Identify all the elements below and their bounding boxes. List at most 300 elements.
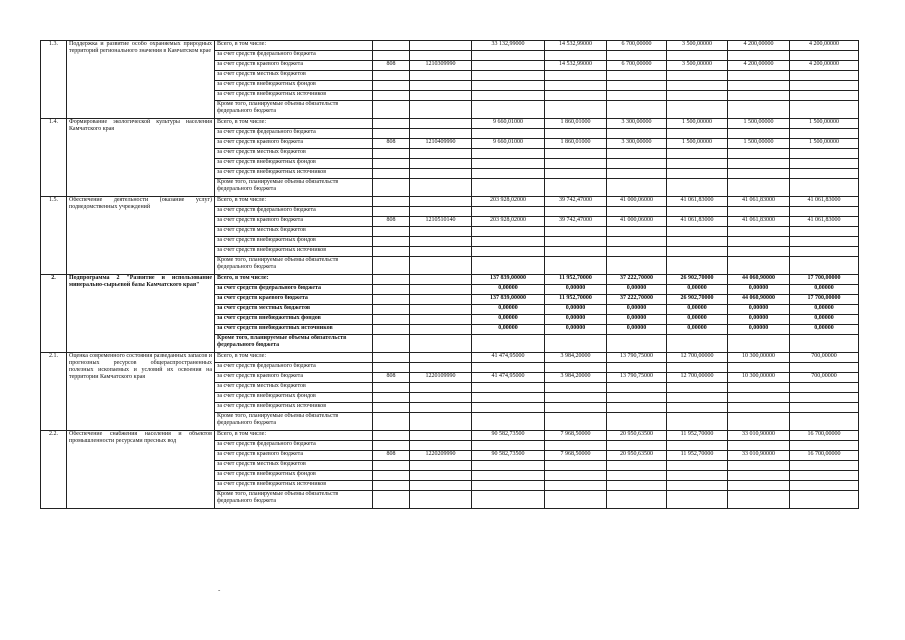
amount-cell: [667, 403, 728, 413]
code-admin: [373, 197, 410, 207]
amount-cell: [728, 91, 790, 101]
amount-cell: [728, 471, 790, 481]
code-target-article: [410, 51, 472, 61]
amount-cell: [607, 91, 667, 101]
code-admin: [373, 441, 410, 451]
funding-source-label: за счет средств федерального бюджета: [215, 129, 373, 139]
amount-cell: [728, 159, 790, 169]
amount-cell: 203 928,02000: [472, 197, 545, 207]
amount-cell: 39 742,47000: [545, 217, 607, 227]
code-target-article: [410, 81, 472, 91]
amount-cell: [728, 237, 790, 247]
amount-cell: [728, 227, 790, 237]
amount-cell: [607, 335, 667, 353]
amount-cell: 10 300,00000: [728, 353, 790, 363]
amount-cell: [728, 101, 790, 119]
code-admin: [373, 275, 410, 285]
code-admin: [373, 159, 410, 169]
code-target-article: [410, 431, 472, 441]
amount-cell: [607, 363, 667, 373]
amount-cell: [472, 51, 545, 61]
code-admin: [373, 41, 410, 51]
code-admin: [373, 71, 410, 81]
amount-cell: [472, 441, 545, 451]
amount-cell: 4 200,00000: [728, 61, 790, 71]
amount-cell: [790, 169, 859, 179]
amount-cell: [790, 159, 859, 169]
amount-cell: [545, 383, 607, 393]
amount-cell: [667, 237, 728, 247]
amount-cell: 0,00000: [667, 305, 728, 315]
funding-source-label: за счет средств краевого бюджета: [215, 139, 373, 149]
amount-cell: 13 790,75000: [607, 373, 667, 383]
code-target-article: 1210409990: [410, 139, 472, 149]
code-target-article: [410, 315, 472, 325]
amount-cell: [545, 81, 607, 91]
amount-cell: [728, 461, 790, 471]
amount-cell: 3 984,20000: [545, 353, 607, 363]
amount-cell: [607, 441, 667, 451]
code-admin: [373, 81, 410, 91]
funding-source-label: Всего, в том числе:: [215, 431, 373, 441]
amount-cell: [607, 51, 667, 61]
code-target-article: [410, 169, 472, 179]
code-admin: [373, 383, 410, 393]
amount-cell: 12 700,00000: [667, 373, 728, 383]
amount-cell: 39 742,47000: [545, 197, 607, 207]
code-target-article: [410, 91, 472, 101]
code-target-article: 1210510140: [410, 217, 472, 227]
code-admin: [373, 237, 410, 247]
amount-cell: 0,00000: [607, 325, 667, 335]
budget-table-sheet: [40, 40, 859, 509]
amount-cell: [472, 101, 545, 119]
amount-cell: [545, 471, 607, 481]
code-admin: [373, 363, 410, 373]
amount-cell: 0,00000: [545, 315, 607, 325]
code-admin: 808: [373, 139, 410, 149]
amount-cell: 4 200,00000: [790, 61, 859, 71]
amount-cell: [790, 403, 859, 413]
amount-cell: 137 839,00000: [472, 295, 545, 305]
funding-source-label: за счет средств внебюджетных источников: [215, 169, 373, 179]
amount-cell: [728, 149, 790, 159]
amount-cell: [790, 335, 859, 353]
amount-cell: 26 902,70000: [667, 275, 728, 285]
funding-source-label: за счет средств краевого бюджета: [215, 217, 373, 227]
amount-cell: 4 200,00000: [728, 41, 790, 51]
amount-cell: [790, 129, 859, 139]
amount-cell: 3 500,00000: [667, 41, 728, 51]
amount-cell: [790, 179, 859, 197]
code-admin: 808: [373, 373, 410, 383]
amount-cell: [607, 461, 667, 471]
code-target-article: [410, 119, 472, 129]
amount-cell: 0,00000: [545, 285, 607, 295]
amount-cell: 0,00000: [790, 305, 859, 315]
amount-cell: [472, 403, 545, 413]
funding-source-label: за счет средств внебюджетных фондов: [215, 315, 373, 325]
amount-cell: [472, 149, 545, 159]
amount-cell: 0,00000: [667, 325, 728, 335]
code-target-article: [410, 207, 472, 217]
code-target-article: [410, 129, 472, 139]
amount-cell: [790, 491, 859, 509]
amount-cell: [545, 129, 607, 139]
amount-cell: 44 060,90000: [728, 295, 790, 305]
amount-cell: [545, 393, 607, 403]
amount-cell: [545, 179, 607, 197]
amount-cell: 0,00000: [607, 315, 667, 325]
amount-cell: 3 300,00000: [607, 119, 667, 129]
amount-cell: [545, 257, 607, 275]
section-name: Подпрограмма 2 "Развитие и использование минерально-сырьевой базы Камчатского края": [67, 275, 215, 353]
section-number: 2.2.: [41, 431, 67, 509]
code-target-article: [410, 403, 472, 413]
amount-cell: 41 474,95000: [472, 373, 545, 383]
amount-cell: [545, 159, 607, 169]
funding-source-label: Всего, в том числе:: [215, 41, 373, 51]
amount-cell: 0,00000: [607, 285, 667, 295]
amount-cell: [728, 179, 790, 197]
code-target-article: [410, 305, 472, 315]
code-target-article: 1220209990: [410, 451, 472, 461]
amount-cell: 1 500,00000: [728, 119, 790, 129]
funding-source-label: Кроме того, планируемые объемы обязательств федерального бюджета: [215, 335, 373, 353]
funding-source-label: за счет средств краевого бюджета: [215, 295, 373, 305]
funding-source-label: за счет средств краевого бюджета: [215, 373, 373, 383]
table-row: [41, 431, 859, 441]
funding-source-label: за счет средств федерального бюджета: [215, 441, 373, 451]
amount-cell: [472, 363, 545, 373]
code-admin: [373, 91, 410, 101]
amount-cell: [545, 441, 607, 451]
amount-cell: [667, 383, 728, 393]
amount-cell: [545, 403, 607, 413]
amount-cell: 41 061,83000: [728, 197, 790, 207]
code-target-article: [410, 393, 472, 403]
amount-cell: [472, 61, 545, 71]
amount-cell: [607, 169, 667, 179]
table-row: [41, 353, 859, 363]
funding-source-label: за счет средств местных бюджетов: [215, 71, 373, 81]
amount-cell: [790, 207, 859, 217]
amount-cell: [728, 383, 790, 393]
amount-cell: [790, 441, 859, 451]
amount-cell: [728, 169, 790, 179]
amount-cell: [790, 257, 859, 275]
amount-cell: 20 950,63500: [607, 451, 667, 461]
amount-cell: [472, 91, 545, 101]
amount-cell: [667, 149, 728, 159]
amount-cell: [790, 71, 859, 81]
amount-cell: 0,00000: [790, 315, 859, 325]
amount-cell: 1 500,00000: [790, 139, 859, 149]
amount-cell: [472, 71, 545, 81]
amount-cell: [607, 81, 667, 91]
code-admin: [373, 491, 410, 509]
amount-cell: 14 532,99000: [545, 61, 607, 71]
code-admin: 808: [373, 451, 410, 461]
code-target-article: [410, 247, 472, 257]
amount-cell: 12 700,00000: [667, 353, 728, 363]
amount-cell: [728, 413, 790, 431]
funding-source-label: за счет средств краевого бюджета: [215, 61, 373, 71]
amount-cell: [607, 383, 667, 393]
amount-cell: 0,00000: [728, 325, 790, 335]
amount-cell: 3 300,00000: [607, 139, 667, 149]
amount-cell: [790, 471, 859, 481]
amount-cell: 3 984,20000: [545, 373, 607, 383]
amount-cell: [667, 491, 728, 509]
amount-cell: [728, 363, 790, 373]
code-target-article: [410, 41, 472, 51]
amount-cell: [545, 413, 607, 431]
amount-cell: 6 700,00000: [607, 61, 667, 71]
amount-cell: [545, 91, 607, 101]
amount-cell: 10 300,00000: [728, 373, 790, 383]
amount-cell: [545, 169, 607, 179]
code-target-article: [410, 257, 472, 275]
amount-cell: [607, 471, 667, 481]
amount-cell: 1 500,00000: [667, 139, 728, 149]
amount-cell: 0,00000: [472, 325, 545, 335]
code-target-article: [410, 413, 472, 431]
amount-cell: [472, 207, 545, 217]
code-admin: [373, 101, 410, 119]
amount-cell: [472, 413, 545, 431]
amount-cell: [728, 441, 790, 451]
code-target-article: [410, 179, 472, 197]
code-admin: [373, 481, 410, 491]
amount-cell: [607, 403, 667, 413]
amount-cell: 0,00000: [607, 305, 667, 315]
amount-cell: [667, 481, 728, 491]
amount-cell: 9 660,01000: [472, 119, 545, 129]
section-number: 2.1.: [41, 353, 67, 431]
amount-cell: 11 952,70000: [545, 275, 607, 285]
code-target-article: [410, 149, 472, 159]
amount-cell: [472, 471, 545, 481]
amount-cell: [667, 257, 728, 275]
amount-cell: [790, 51, 859, 61]
amount-cell: [728, 393, 790, 403]
code-target-article: [410, 295, 472, 305]
amount-cell: 1 500,00000: [790, 119, 859, 129]
code-admin: [373, 461, 410, 471]
amount-cell: [545, 335, 607, 353]
amount-cell: [667, 159, 728, 169]
amount-cell: 20 950,63500: [607, 431, 667, 441]
amount-cell: [667, 227, 728, 237]
code-target-article: [410, 227, 472, 237]
amount-cell: 0,00000: [667, 315, 728, 325]
amount-cell: [667, 101, 728, 119]
amount-cell: [607, 207, 667, 217]
amount-cell: [790, 363, 859, 373]
amount-cell: 9 660,01000: [472, 139, 545, 149]
amount-cell: [728, 71, 790, 81]
amount-cell: 0,00000: [728, 305, 790, 315]
funding-source-label: за счет средств местных бюджетов: [215, 383, 373, 393]
amount-cell: 90 582,73500: [472, 451, 545, 461]
amount-cell: 37 222,70000: [607, 295, 667, 305]
amount-cell: [607, 227, 667, 237]
amount-cell: 16 700,00000: [790, 451, 859, 461]
funding-source-label: за счет средств внебюджетных источников: [215, 91, 373, 101]
page-tick-mark: -: [218, 586, 221, 594]
amount-cell: 0,00000: [545, 325, 607, 335]
amount-cell: 90 582,73500: [472, 431, 545, 441]
amount-cell: [607, 481, 667, 491]
funding-source-label: Всего, в том числе:: [215, 275, 373, 285]
amount-cell: [472, 335, 545, 353]
funding-source-label: за счет средств федерального бюджета: [215, 285, 373, 295]
section-name: Поддержка и развитие особо охраняемых природных территорий регионального значения в Камчатском крае: [67, 41, 215, 119]
amount-cell: [667, 441, 728, 451]
amount-cell: [728, 129, 790, 139]
funding-source-label: за счет средств внебюджетных фондов: [215, 81, 373, 91]
amount-cell: 17 700,00000: [790, 275, 859, 285]
amount-cell: [472, 481, 545, 491]
code-target-article: [410, 461, 472, 471]
amount-cell: [472, 257, 545, 275]
funding-source-label: Всего, в том числе:: [215, 353, 373, 363]
code-admin: [373, 295, 410, 305]
amount-cell: 0,00000: [472, 285, 545, 295]
amount-cell: [667, 393, 728, 403]
code-admin: [373, 431, 410, 441]
amount-cell: [667, 71, 728, 81]
amount-cell: [728, 335, 790, 353]
code-target-article: [410, 335, 472, 353]
code-target-article: [410, 275, 472, 285]
code-admin: [373, 129, 410, 139]
amount-cell: [607, 413, 667, 431]
code-admin: [373, 335, 410, 353]
code-admin: [373, 257, 410, 275]
amount-cell: 0,00000: [790, 285, 859, 295]
amount-cell: [667, 461, 728, 471]
amount-cell: 7 968,50000: [545, 431, 607, 441]
code-admin: [373, 393, 410, 403]
code-target-article: 1220109990: [410, 373, 472, 383]
amount-cell: 33 010,90000: [728, 431, 790, 441]
funding-source-label: Всего, в том числе:: [215, 119, 373, 129]
code-admin: [373, 315, 410, 325]
amount-cell: 41 061,83000: [728, 217, 790, 227]
code-target-article: [410, 471, 472, 481]
amount-cell: [545, 149, 607, 159]
amount-cell: [667, 169, 728, 179]
section-name: Оценка современного состояния разведанных запасов и прогнозных ресурсов общераспространенных полезных ископаемых и условий их освоения на территории Камчатского края: [67, 353, 215, 431]
amount-cell: [472, 159, 545, 169]
amount-cell: [545, 491, 607, 509]
section-number: 2.: [41, 275, 67, 353]
table-row: [41, 41, 859, 51]
amount-cell: [790, 81, 859, 91]
amount-cell: [790, 247, 859, 257]
amount-cell: [667, 363, 728, 373]
funding-source-label: за счет средств внебюджетных фондов: [215, 159, 373, 169]
amount-cell: 0,00000: [728, 315, 790, 325]
code-target-article: [410, 383, 472, 393]
amount-cell: 0,00000: [790, 325, 859, 335]
amount-cell: [545, 51, 607, 61]
section-name: Обеспечение снабжения населения и объектов промышленности ресурсами пресных вод: [67, 431, 215, 509]
amount-cell: [728, 257, 790, 275]
amount-cell: 26 902,70000: [667, 295, 728, 305]
section-number: 1.3.: [41, 41, 67, 119]
funding-source-label: за счет средств краевого бюджета: [215, 451, 373, 461]
amount-cell: [472, 383, 545, 393]
code-admin: [373, 119, 410, 129]
amount-cell: [667, 129, 728, 139]
amount-cell: [472, 227, 545, 237]
amount-cell: [667, 335, 728, 353]
amount-cell: [667, 91, 728, 101]
amount-cell: [472, 491, 545, 509]
code-target-article: [410, 237, 472, 247]
amount-cell: [607, 491, 667, 509]
code-target-article: [410, 71, 472, 81]
amount-cell: [790, 149, 859, 159]
amount-cell: [728, 51, 790, 61]
code-target-article: [410, 285, 472, 295]
funding-source-label: Кроме того, планируемые объемы обязательств федерального бюджета: [215, 413, 373, 431]
code-admin: 808: [373, 61, 410, 71]
code-admin: [373, 51, 410, 61]
amount-cell: [607, 71, 667, 81]
amount-cell: 1 860,01000: [545, 139, 607, 149]
funding-source-label: Кроме того, планируемые объемы обязательств федерального бюджета: [215, 491, 373, 509]
code-admin: [373, 471, 410, 481]
amount-cell: [728, 403, 790, 413]
budget-table: [40, 40, 859, 509]
amount-cell: 44 060,90000: [728, 275, 790, 285]
section-number: 1.4.: [41, 119, 67, 197]
funding-source-label: за счет средств внебюджетных фондов: [215, 471, 373, 481]
amount-cell: [790, 461, 859, 471]
amount-cell: [607, 393, 667, 403]
amount-cell: [472, 237, 545, 247]
amount-cell: [472, 169, 545, 179]
amount-cell: 1 500,00000: [728, 139, 790, 149]
code-target-article: [410, 353, 472, 363]
amount-cell: 0,00000: [667, 285, 728, 295]
code-admin: [373, 403, 410, 413]
amount-cell: [607, 179, 667, 197]
funding-source-label: за счет средств внебюджетных источников: [215, 403, 373, 413]
section-name: Обеспечение деятельности (оказание услуг) подведомственных учреждений: [67, 197, 215, 275]
code-target-article: [410, 325, 472, 335]
amount-cell: [607, 149, 667, 159]
code-target-article: 1210309990: [410, 61, 472, 71]
code-target-article: [410, 491, 472, 509]
code-admin: [373, 305, 410, 315]
amount-cell: 14 532,99000: [545, 41, 607, 51]
amount-cell: [607, 129, 667, 139]
funding-source-label: за счет средств внебюджетных фондов: [215, 393, 373, 403]
amount-cell: [667, 471, 728, 481]
amount-cell: 11 952,70000: [545, 295, 607, 305]
code-admin: [373, 207, 410, 217]
table-row: [41, 119, 859, 129]
funding-source-label: за счет средств внебюджетных источников: [215, 325, 373, 335]
amount-cell: 700,00000: [790, 353, 859, 363]
code-admin: [373, 247, 410, 257]
code-admin: [373, 227, 410, 237]
